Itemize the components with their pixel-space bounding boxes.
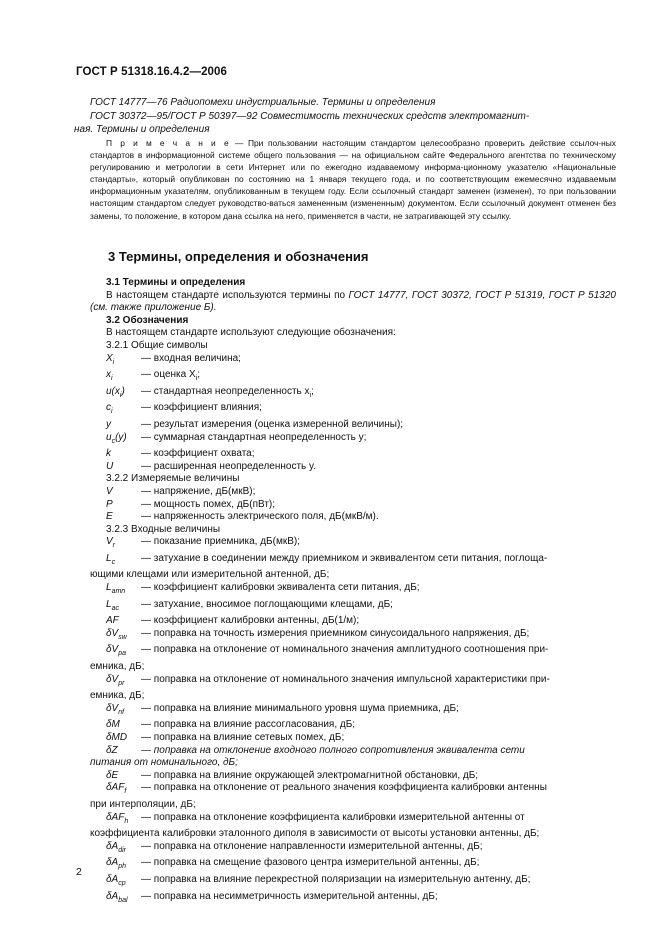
symbol-description — [141, 782, 616, 799]
symbol-entry — [90, 448, 616, 461]
symbol-entry — [90, 536, 616, 553]
symbol-entry — [90, 369, 616, 386]
symbol-subscript: nf — [118, 708, 125, 716]
symbol — [106, 386, 141, 403]
symbol — [106, 644, 141, 661]
symbol-suffix: ) — [121, 385, 125, 397]
symbol — [106, 419, 141, 432]
symbol-base: δZ — [106, 744, 118, 756]
symbol-row — [106, 644, 616, 661]
group-title: 3.2.3 Входные величины — [106, 523, 221, 535]
symbol — [106, 582, 141, 599]
symbol-base: δV — [106, 627, 119, 639]
description-text: — поправка на влияние сетевых помех, дБ; — [141, 732, 345, 743]
symbol-subscript: bal — [118, 896, 128, 904]
document-header: ГОСТ Р 51318.16.4.2—2006 — [76, 66, 228, 78]
symbol-subscript: amn — [111, 588, 126, 596]
symbol-base: δA — [106, 873, 119, 885]
symbol-description — [141, 582, 616, 599]
symbol-base: x — [106, 369, 111, 381]
symbol-subscript: cp — [118, 879, 126, 887]
symbol-subscript: f — [124, 788, 127, 796]
symbol-description — [141, 553, 616, 570]
symbol-description — [141, 499, 616, 512]
symbol — [106, 703, 141, 720]
description-text: — поправка на отклонение входного полного сопротивления эквивалента сети — [141, 744, 525, 756]
symbol-entry — [90, 511, 616, 524]
description-text: — поправка на влияние окружающей электромагнитной обстановки, дБ; — [141, 769, 479, 781]
symbol-row — [106, 486, 616, 499]
symbol-entry — [90, 582, 616, 599]
symbol-row — [106, 536, 616, 553]
description-text: — поправка на влияние рассогласования, дБ; — [141, 719, 356, 731]
symbol-entry — [90, 644, 616, 673]
symbol-entry — [90, 419, 616, 432]
symbol-entry — [90, 553, 616, 582]
description-text: — напряженность электрического поля, дБ(мкВ/м). — [141, 511, 379, 523]
symbol-row — [106, 499, 616, 512]
symbol-entry — [90, 461, 616, 474]
symbol-description — [141, 674, 616, 691]
symbol-base: δAF — [106, 782, 125, 794]
description-text: — поправка на точность измерения приемником синусоидального напряжения, дБ; — [141, 627, 530, 639]
symbol-row — [106, 719, 616, 732]
symbol-base: k — [106, 448, 111, 460]
symbol-subscript: ph — [118, 863, 127, 871]
symbol-row — [106, 369, 616, 386]
symbol — [106, 599, 141, 616]
symbol-list-input — [90, 536, 616, 907]
symbol-entry — [90, 857, 616, 874]
symbol — [106, 615, 141, 628]
symbol-row — [106, 628, 616, 645]
symbol-description — [141, 745, 616, 758]
symbol-subscript: i — [111, 375, 113, 383]
symbol-row — [106, 703, 616, 720]
symbol — [106, 553, 141, 570]
symbol-row — [106, 599, 616, 616]
symbol-base: δMD — [106, 732, 128, 743]
symbol — [106, 770, 141, 783]
symbol — [106, 461, 141, 474]
symbol-description — [141, 386, 616, 403]
description-text: — поправка на влияние перекрестной поляризации на измерительную антенну, дБ; — [141, 873, 531, 885]
symbol — [106, 486, 141, 499]
reference-line: ная. Термины и определения — [74, 124, 210, 135]
symbol-description — [141, 732, 616, 745]
symbol — [106, 353, 141, 370]
symbol-row — [106, 857, 616, 874]
section-title: 3 Термины, определения и обозначения — [108, 249, 369, 264]
symbol — [106, 448, 141, 461]
symbol-description — [141, 353, 616, 370]
symbol — [106, 369, 141, 386]
symbol-entry — [90, 874, 616, 891]
symbol-entry — [90, 891, 616, 908]
symbol-description — [141, 841, 616, 858]
symbol-description — [141, 644, 616, 661]
symbol — [106, 812, 141, 829]
subsection-title: 3.2 Обозначения — [106, 314, 189, 326]
symbol-description — [141, 812, 616, 829]
description-text: — затухание, вносимое поглощающими клещами, дБ; — [141, 598, 393, 610]
symbol-entry — [90, 432, 616, 449]
symbol-subscript: i — [111, 408, 113, 416]
symbol-subscript: pa — [118, 650, 127, 658]
symbol — [106, 628, 141, 645]
symbol-base: L — [106, 598, 112, 610]
symbol-description — [141, 448, 616, 461]
symbol — [106, 402, 141, 419]
description-continuation: емника, дБ; — [90, 661, 145, 673]
symbol-entry — [90, 703, 616, 720]
symbol — [106, 499, 141, 512]
symbol-entry — [90, 402, 616, 419]
symbol-entry — [90, 499, 616, 512]
symbol-base: δV — [106, 644, 119, 656]
symbol-description — [141, 891, 616, 908]
symbol-description — [141, 615, 616, 628]
symbol-description — [141, 536, 616, 553]
symbol-entry — [90, 628, 616, 645]
symbol-description — [141, 703, 616, 720]
description-subscript: i — [195, 375, 198, 383]
description-text: — коэффициент калибровки эквивалента сети питания, дБ; — [141, 582, 420, 594]
symbol-description — [141, 432, 616, 449]
symbol-subscript: c — [111, 437, 116, 445]
symbol-subscript: i — [112, 358, 115, 366]
symbol-row — [106, 582, 616, 599]
description-text: — оценка X — [141, 369, 196, 381]
symbol-entry — [90, 674, 616, 703]
description-continuation: ющими клещами или измерительной антенной, дБ; — [90, 569, 330, 581]
symbol — [106, 857, 141, 874]
symbol-description — [141, 628, 616, 645]
symbol-base: u(x — [106, 385, 120, 397]
symbol-entry — [90, 770, 616, 783]
symbol-row — [106, 891, 616, 908]
reference-line: ГОСТ 14777—76 Радиопомехи индустриальные. Термины и определения — [90, 97, 436, 108]
description-suffix: ; — [311, 385, 314, 397]
symbol-description — [141, 770, 616, 783]
symbol-row — [106, 782, 616, 799]
description-continuation: питания от номинального, дБ; — [90, 757, 238, 769]
description-continuation: при интерполяции, дБ; — [90, 798, 196, 810]
symbol-base: L — [106, 552, 112, 564]
symbol — [106, 891, 141, 908]
symbol-base: L — [106, 582, 112, 594]
symbol-entry — [90, 745, 616, 770]
symbol-row — [106, 674, 616, 691]
group-title: 3.2.1 Общие символы — [106, 339, 208, 351]
symbol-description — [141, 419, 616, 432]
symbol-entry — [90, 782, 616, 811]
symbol-base: δE — [106, 769, 119, 781]
symbol-row — [106, 419, 616, 432]
symbol — [106, 674, 141, 691]
symbol-description — [141, 511, 616, 524]
symbol-subscript: sw — [118, 633, 127, 641]
description-continuation: коэффициента калибровки эталонного диполя в зависимости от высоты установки антенны, дБ; — [90, 828, 540, 840]
symbol — [106, 745, 141, 758]
description-text: — напряжение, дБ(мкВ); — [141, 485, 256, 497]
symbol-row — [106, 448, 616, 461]
symbol-subscript: i — [119, 391, 122, 399]
group-title: 3.2.2 Измеряемые величины — [106, 473, 240, 485]
symbol-row — [106, 432, 616, 449]
symbol-row — [106, 874, 616, 891]
symbol-subscript: r — [112, 542, 116, 550]
symbol-row — [106, 461, 616, 474]
symbol-base: AF — [106, 615, 119, 627]
symbol-subscript: ac — [111, 604, 119, 612]
symbol-base: U — [106, 460, 114, 472]
symbol — [106, 874, 141, 891]
symbol-entry — [90, 732, 616, 745]
symbol-entry — [90, 812, 616, 841]
symbol — [106, 782, 141, 799]
description-text: — поправка на смещение фазового центра измерительной антенны, дБ; — [141, 857, 480, 869]
symbol-row — [106, 353, 616, 370]
symbol-base: V — [106, 485, 113, 497]
symbol-entry — [90, 615, 616, 628]
symbol-description — [141, 874, 616, 891]
symbol-base: u — [106, 431, 112, 443]
symbol-base: δV — [106, 702, 119, 714]
note-paragraph — [90, 137, 616, 222]
description-continuation: емника, дБ; — [90, 690, 145, 702]
symbol-base: δV — [106, 673, 119, 685]
symbol-row — [106, 770, 616, 783]
description-text: — поправка на отклонение направленности измерительной антенны, дБ; — [141, 840, 483, 852]
symbol — [106, 536, 141, 553]
symbol-description — [141, 719, 616, 732]
terms-references: ГОСТ 14777, ГОСТ 30372, ГОСТ Р 51319, ГОСТ Р 51320 (см. также приложение Б). — [90, 289, 616, 314]
symbol-row — [106, 841, 616, 858]
symbol-row — [106, 745, 616, 758]
symbol-row — [106, 615, 616, 628]
symbol-base: δA — [106, 890, 119, 902]
symbol — [106, 732, 141, 745]
symbol-base: δAF — [106, 811, 125, 823]
symbol-base: P — [106, 498, 113, 510]
description-text: — мощность помех, дБ(пВт); — [141, 498, 276, 510]
description-text: — стандартная неопределенность x — [141, 385, 310, 397]
description-text: — затухание в соединении между приемником и эквивалентом сети питания, поглоща- — [141, 552, 548, 564]
symbol — [106, 719, 141, 732]
description-text: — поправка на отклонение от номинального значения импульсной характеристики при- — [141, 673, 550, 685]
description-text: — входная величина; — [141, 352, 241, 364]
symbol-base: E — [106, 511, 113, 523]
symbol-base: δA — [106, 857, 119, 869]
symbol-row — [106, 386, 616, 403]
description-text: — поправка на отклонение от номинального значения амплитудного соотношения при- — [141, 644, 549, 656]
symbol-entry — [90, 841, 616, 858]
normative-references — [74, 96, 620, 137]
symbol-entry — [90, 386, 616, 403]
symbol-description — [141, 369, 616, 386]
symbol-description — [141, 857, 616, 874]
reference-line: ГОСТ 30372—95/ГОСТ Р 50397—92 Совместимость технических средств электромагнит- — [90, 110, 530, 122]
symbol-row — [106, 812, 616, 829]
symbol-subscript: h — [124, 817, 129, 825]
note-label: П р и м е ч а н и е — [106, 138, 231, 148]
symbol-entry — [90, 599, 616, 616]
description-suffix: ; — [197, 369, 200, 381]
symbol-base: δA — [106, 840, 119, 852]
symbol-base: X — [106, 352, 113, 364]
symbol-row — [106, 732, 616, 745]
symbol-base: y — [106, 418, 111, 430]
symbol-subscript: c — [111, 558, 116, 566]
description-text: — коэффициент калибровки антенны, дБ(1/м); — [141, 615, 360, 627]
symbol-subscript: pr — [118, 679, 125, 687]
symbol-list-measured — [90, 486, 616, 524]
section-body — [90, 277, 616, 907]
symbol-row — [106, 402, 616, 419]
description-text: — расширенная неопределенность y. — [141, 460, 317, 472]
description-text: — поправка на отклонение коэффициента калибровки измерительной антенны от — [141, 811, 525, 823]
symbol — [106, 432, 141, 449]
symbol-subscript: dir — [118, 846, 127, 854]
symbol-list-general — [90, 353, 616, 474]
page-number: 2 — [76, 866, 82, 878]
symbol-base: V — [106, 536, 113, 548]
symbol-row — [106, 511, 616, 524]
symbol-description — [141, 599, 616, 616]
description-text: — поправка на несимметричность измерительной антенны, дБ; — [141, 890, 438, 902]
symbol-base: δM — [106, 719, 120, 731]
description-text: — коэффициент влияния; — [141, 402, 262, 414]
description-text: — суммарная стандартная неопределенность y; — [141, 431, 367, 443]
symbol-description — [141, 461, 616, 474]
description-text: — коэффициент охвата; — [141, 448, 255, 460]
symbol-description — [141, 402, 616, 419]
symbol-row — [106, 553, 616, 570]
description-text: — поправка на отклонение от реального значения коэффициента калибровки антенны — [141, 782, 547, 794]
designations-intro: В настоящем стандарте используют следующие обозначения: — [106, 327, 396, 339]
description-text: — поправка на влияние минимального уровня шума приемника, дБ; — [141, 702, 459, 714]
symbol-entry — [90, 486, 616, 499]
symbol — [106, 841, 141, 858]
note-text: — При пользовании настоящим стандартом целесообразно проверить действие ссылоч-ных стандартов в информационной системе общего пользования — на официальном сайте Федерального агентства по техническому регулированию и метрологии в сети Интернет или по ежегодно издаваемому информа-ционному указателю «Национальные стандарты», который опубликован по состоянию на 1 января текущего года, и по соответствующим ежемесячно издаваемым информационным указателям, опубликованным в текущем году. Если ссылочный стандарт заменен (изменен), то при пользовании настоящим стандартом следует руководство-ваться замененным (измененным) документом. Если ссылочный документ отменен без замены, то положение, в котором дана ссылка на него, применяется в части, не затрагивающей эту ссылку. — [90, 138, 616, 221]
symbol-description — [141, 486, 616, 499]
symbol-entry — [90, 353, 616, 370]
symbol-suffix: (y) — [115, 431, 127, 443]
description-subscript: i — [309, 391, 312, 399]
symbol — [106, 511, 141, 524]
terms-text: В настоящем стандарте используются термины по — [106, 289, 349, 301]
symbol-entry — [90, 719, 616, 732]
description-text: — результат измерения (оценка измеренной величины); — [141, 418, 404, 430]
terms-paragraph — [90, 290, 616, 315]
subsection-title: 3.1 Термины и определения — [106, 277, 246, 288]
symbol-base: c — [106, 402, 111, 414]
description-text: — показание приемника, дБ(мкВ); — [141, 536, 300, 548]
